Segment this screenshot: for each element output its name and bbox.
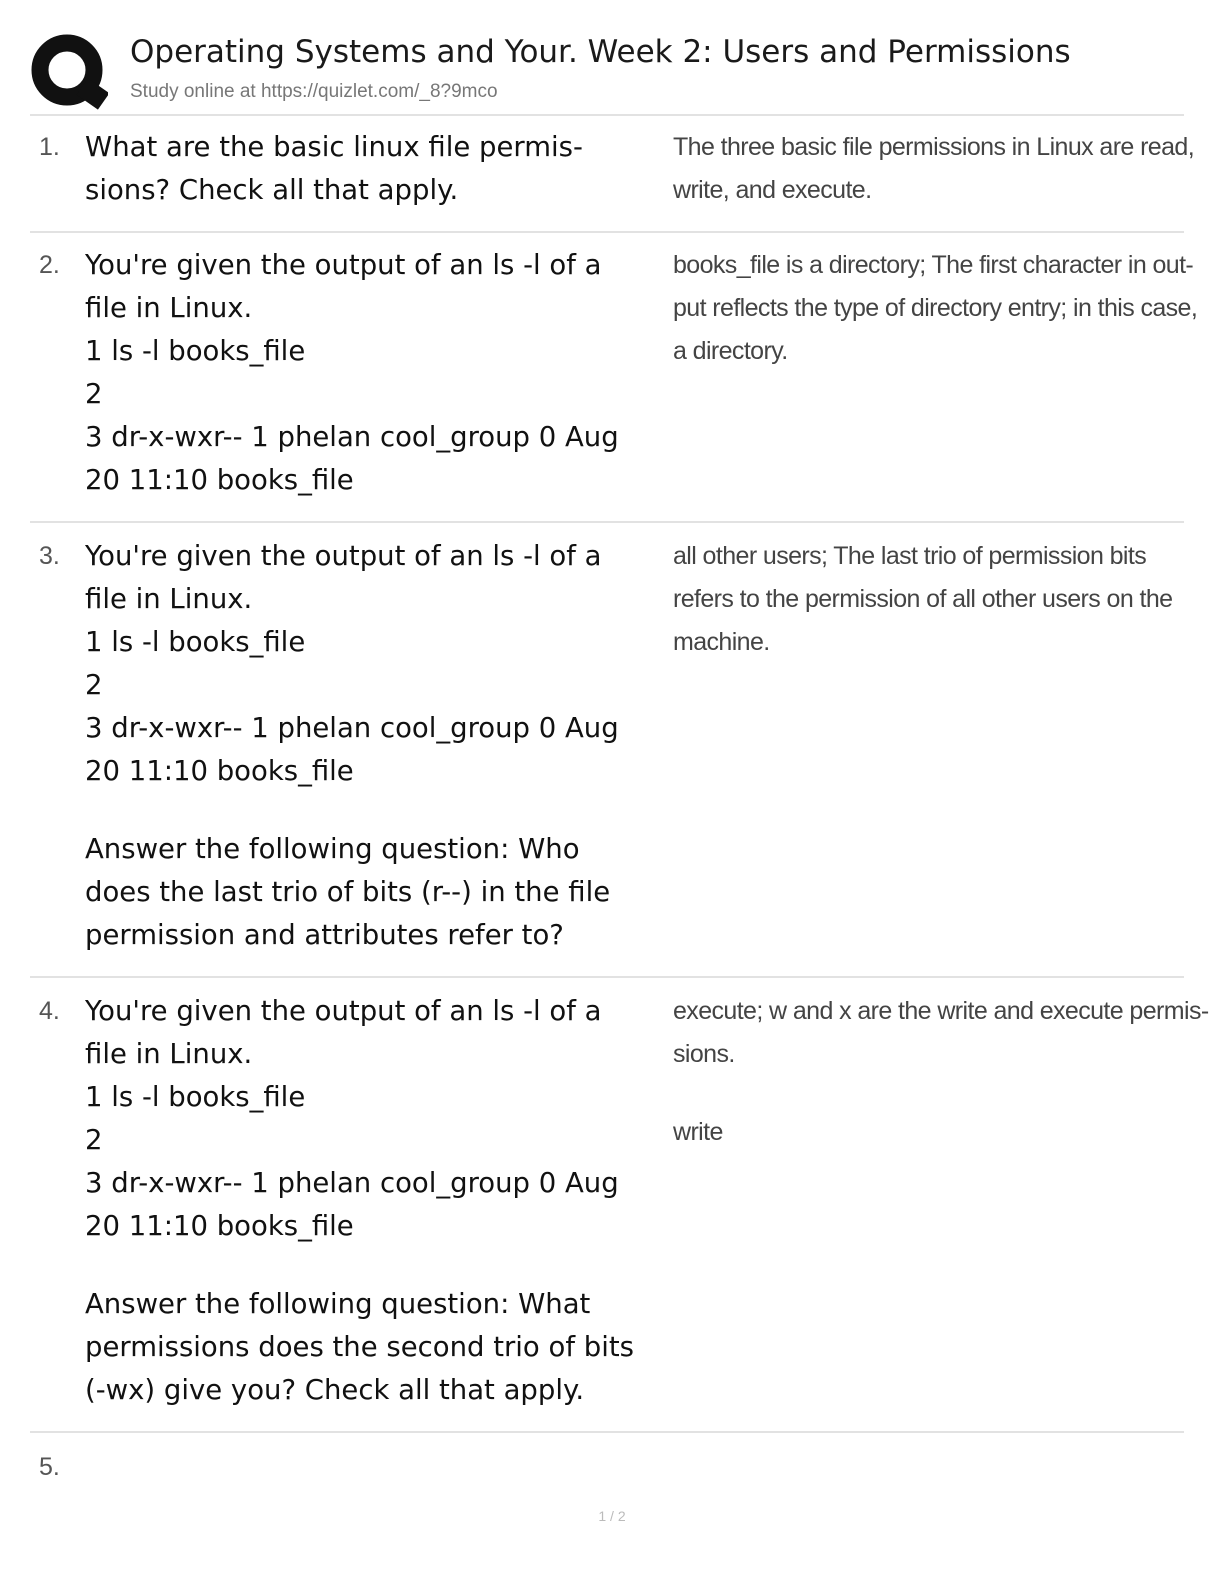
flashcard [30,990,1209,1420]
answer-line: refers to the permission of all other users on the [673,585,1173,613]
question-line: (-wx) give you? Check all that apply. [85,1374,585,1406]
answer-line: write [673,1118,723,1146]
question-line: 1 ls -l books_file [85,335,306,367]
card-number: 3. [39,542,60,570]
question-line: file in Linux. [85,292,253,324]
answer-line: all other users; The last trio of permission bits [673,542,1147,570]
question-line: 3 dr-x-wxr-- 1 phelan cool_group 0 Aug [85,421,619,453]
flashcard [30,126,1195,222]
question-line: 1 ls -l books_file [85,1081,306,1113]
card-answer [673,244,1198,373]
question-line: does the last trio of bits (r--) in the file [85,876,611,908]
card-answer [673,126,1195,212]
card-question [85,244,670,502]
answer-line: sions. [673,1040,735,1068]
page-indicator: 1 / 2 [598,1508,626,1524]
question-line: sions? Check all that apply. [85,174,459,206]
flashcard [30,244,1198,514]
question-line: 20 11:10 books_file [85,755,354,787]
divider [30,1431,1184,1433]
question-line: Answer the following question: Who [85,833,580,865]
card-number: 4. [39,997,60,1025]
quizlet-logo-icon [30,32,108,110]
answer-line: The three basic file permissions in Linux are read, [673,133,1195,161]
card-number: 5. [39,1453,60,1481]
flashcard [30,535,1184,965]
question-line: file in Linux. [85,583,253,615]
answer-line: execute; w and x are the write and execute permis- [673,997,1209,1025]
card-answer [673,990,1209,1154]
question-line: You're given the output of an ls -l of a [85,995,602,1027]
question-line: 3 dr-x-wxr-- 1 phelan cool_group 0 Aug [85,712,619,744]
answer-line: a directory. [673,337,788,365]
study-online-link[interactable]: Study online at https://quizlet.com/_8?9mco [130,81,498,102]
card-number: 1. [39,133,60,161]
question-line: 2 [85,669,103,701]
page-header [30,26,1184,114]
answer-line: put reflects the type of directory entry; in this case, [673,294,1198,322]
question-line: 1 ls -l books_file [85,626,306,658]
divider [30,976,1184,978]
card-question [85,535,670,957]
question-line: permissions does the second trio of bits [85,1331,634,1363]
answer-line: machine. [673,628,770,656]
question-line: 2 [85,1124,103,1156]
divider [30,114,1184,116]
divider [30,231,1184,233]
question-line: Answer the following question: What [85,1288,591,1320]
card-question [85,126,670,212]
question-line: What are the basic linux file permis- [85,131,583,163]
question-line: 2 [85,378,103,410]
card-answer [673,535,1173,664]
answer-line: books_file is a directory; The first character in out- [673,251,1194,279]
answer-line: write, and execute. [673,176,872,204]
divider [30,521,1184,523]
question-line: 3 dr-x-wxr-- 1 phelan cool_group 0 Aug [85,1167,619,1199]
question-line: 20 11:10 books_file [85,1210,354,1242]
card-question [85,990,670,1412]
card-number: 2. [39,251,60,279]
question-line: file in Linux. [85,1038,253,1070]
flashcard [30,1446,1184,1496]
question-line: You're given the output of an ls -l of a [85,540,602,572]
question-line: permission and attributes refer to? [85,919,564,951]
question-line: 20 11:10 books_file [85,464,354,496]
question-line: You're given the output of an ls -l of a [85,249,602,281]
page-title: Operating Systems and Your. Week 2: Users and Permissions [130,34,1071,70]
